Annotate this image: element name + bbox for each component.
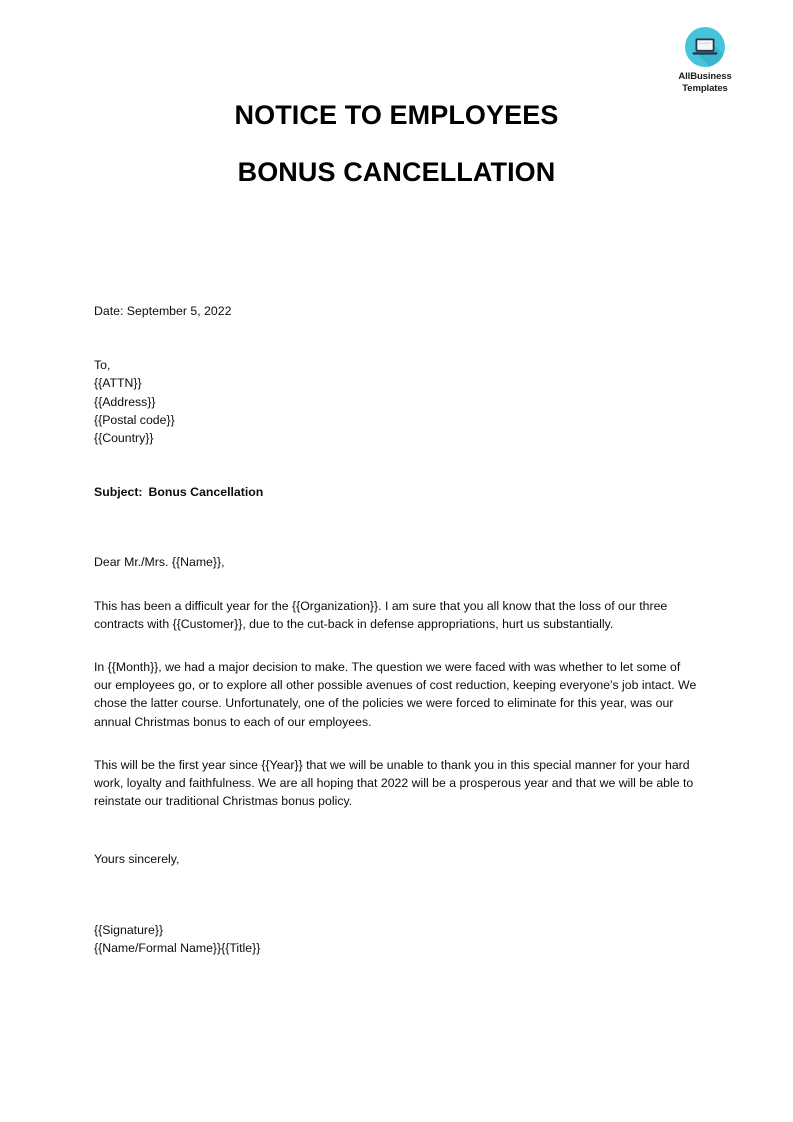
- document-title-line2: BONUS CANCELLATION: [237, 157, 556, 187]
- signature-block: [94, 869, 700, 957]
- brand-name: [659, 71, 751, 94]
- brand-logo: [659, 26, 751, 94]
- address-country: {{Country}}: [94, 431, 154, 446]
- signature-name-title: {{Name/Formal Name}}{{Title}}: [94, 940, 261, 955]
- date-line: Date: September 5, 2022: [94, 304, 232, 318]
- body-paragraph-2: In {{Month}}, we had a major decision to make. The question we were faced with was whether to let some of our employees go, or to explore all other possible avenues of cost reduction, keeping everyone's job intact. We chose the latter course. Unfortunately, one of the policies we were forced to eliminate for this year, was our annual Christmas bonus to each of our employees.: [94, 660, 697, 729]
- brand-name-line2: Templates: [682, 82, 728, 94]
- address-to: To,: [94, 358, 111, 373]
- body-paragraph-1: This has been a difficult year for the {{Organization}}. I am sure that you all know that the loss of our three contracts with {{Customer}}, due to the cut-back in defense appropriations, hurt us substantially.: [94, 598, 668, 631]
- page-title: [0, 98, 793, 189]
- laptop-circle-logo-icon: [684, 26, 726, 68]
- subject-value: Bonus Cancellation: [148, 485, 264, 500]
- subject-label: Subject:: [94, 485, 143, 500]
- subject-line: [94, 447, 700, 501]
- recipient-address-block: [94, 320, 700, 447]
- address-attn: {{ATTN}}: [94, 376, 142, 391]
- signature-placeholder: {{Signature}}: [94, 922, 164, 937]
- address-postal-code: {{Postal code}}: [94, 412, 175, 427]
- address-street: {{Address}}: [94, 394, 156, 409]
- document-title-line1: NOTICE TO EMPLOYEES: [234, 100, 559, 130]
- letter-body: [94, 302, 700, 957]
- brand-name-line1: AllBusiness: [678, 71, 732, 82]
- closing-line: Yours sincerely,: [94, 852, 180, 867]
- body-paragraph-3: This will be the first year since {{Year}} that we will be unable to thank you in this special manner for your hard work, loyalty and faithfulness. We are all hoping that 2022 will be a prosperous year and that we will be able to reinstate our traditional Christmas bonus policy.: [94, 757, 694, 809]
- salutation: Dear Mr./Mrs. {{Name}},: [94, 555, 225, 570]
